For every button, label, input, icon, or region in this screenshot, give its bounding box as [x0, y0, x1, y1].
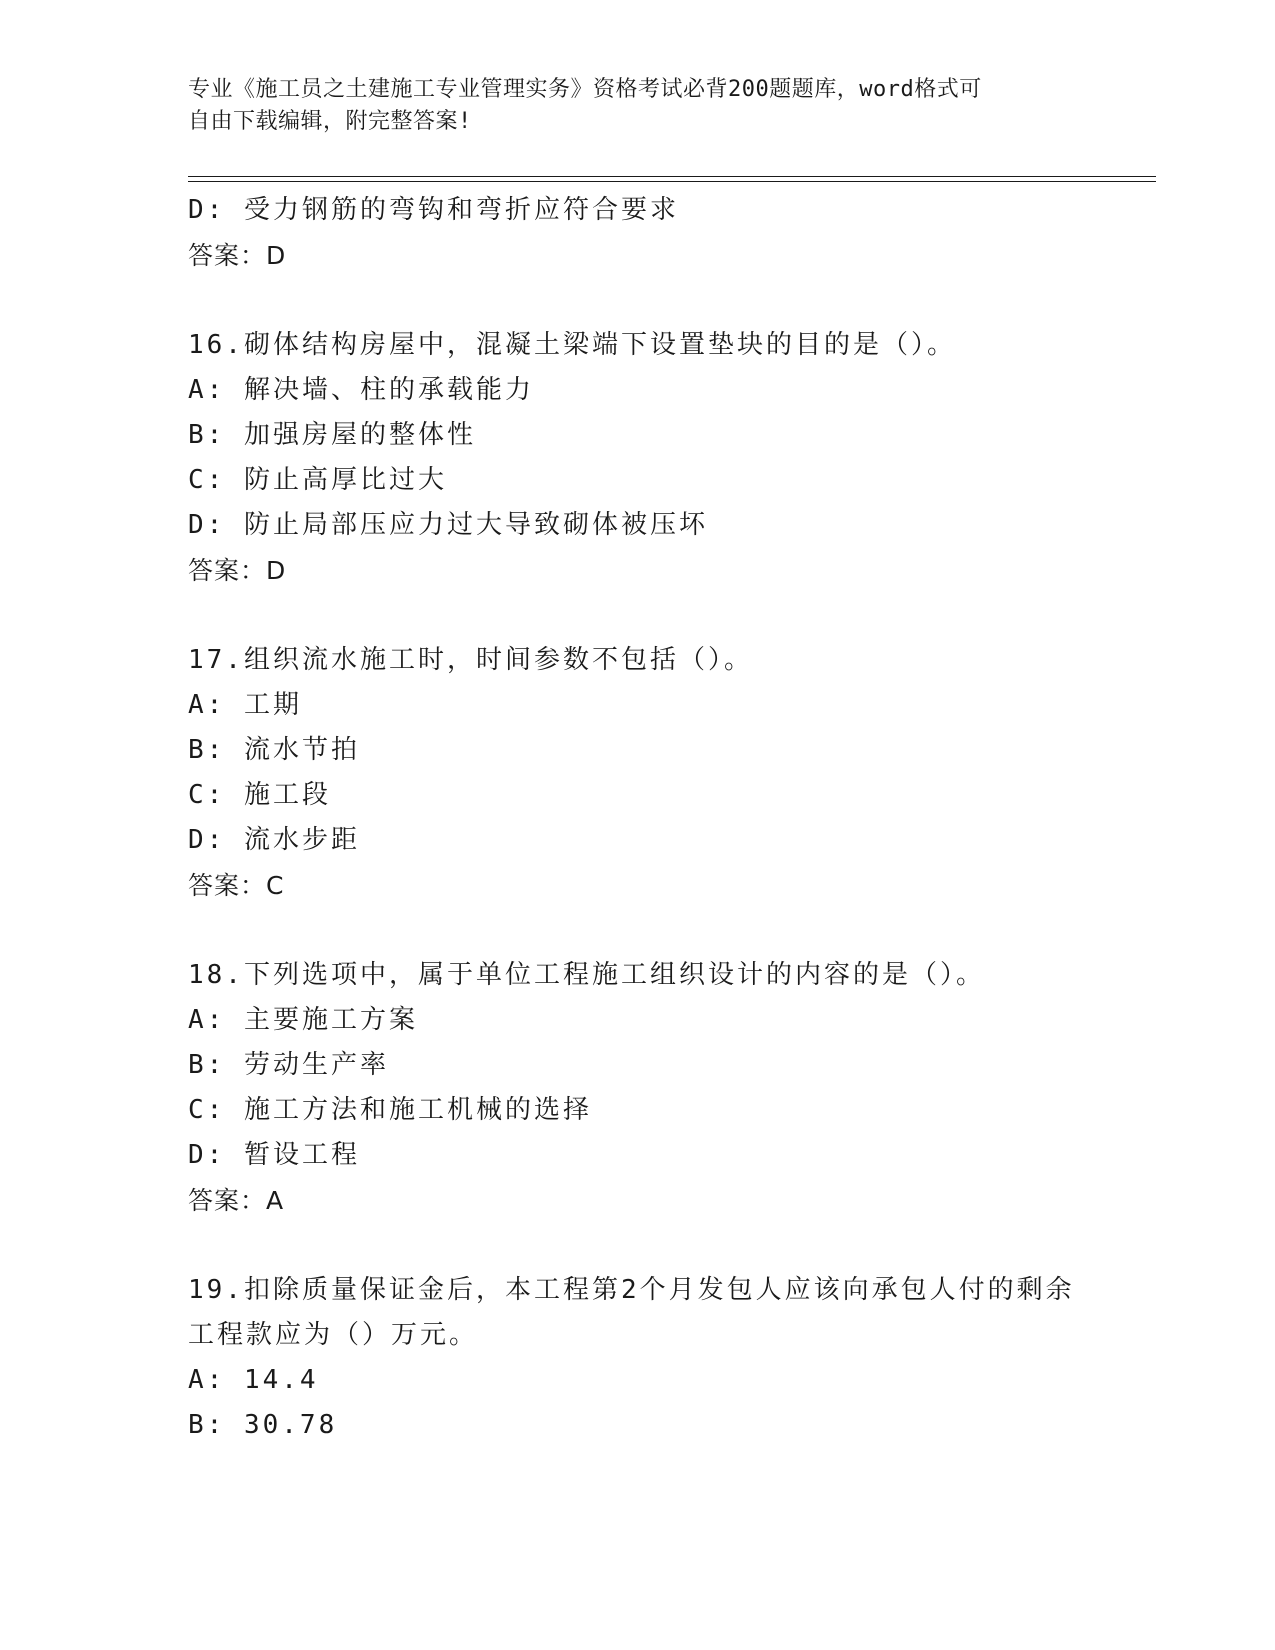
option-a: A: 解决墙、柱的承载能力 [188, 375, 534, 405]
option-a: A: 14.4 [188, 1365, 319, 1395]
option-d: D: 流水步距 [188, 825, 360, 855]
answer: 答案：D [188, 556, 287, 585]
option-b: B: 加强房屋的整体性 [188, 420, 476, 450]
answer: 答案：D [188, 241, 287, 270]
answer: 答案：C [188, 871, 285, 900]
question-stem: 18.下列选项中，属于单位工程施工组织设计的内容的是（）。 [188, 960, 985, 990]
option-b: B: 流水节拍 [188, 735, 360, 765]
option-a: A: 主要施工方案 [188, 1005, 418, 1035]
option-d: D: 受力钢筋的弯钩和弯折应符合要求 [188, 195, 679, 225]
header-divider-bottom [188, 181, 1156, 182]
answer: 答案：A [188, 1186, 285, 1215]
spacer [188, 908, 1148, 953]
option-b: B: 劳动生产率 [188, 1050, 389, 1080]
header-title-line-2: 自由下载编辑，附完整答案! [188, 109, 472, 134]
question-list [188, 188, 1148, 1448]
page-header [188, 74, 1088, 138]
spacer [188, 593, 1148, 638]
option-c: C: 防止高厚比过大 [188, 465, 447, 495]
option-a: A: 工期 [188, 690, 302, 720]
question-15-tail [188, 188, 1148, 278]
question-16 [188, 323, 1148, 593]
question-17 [188, 638, 1148, 908]
header-title-line-1: 专业《施工员之土建施工专业管理实务》资格考试必背200题题库，word格式可 [188, 77, 982, 102]
option-c: C: 施工方法和施工机械的选择 [188, 1095, 592, 1125]
question-stem-line-2: 工程款应为（）万元。 [188, 1320, 479, 1350]
header-divider-top [188, 176, 1156, 177]
spacer [188, 278, 1148, 323]
option-d: D: 暂设工程 [188, 1140, 360, 1170]
option-c: C: 施工段 [188, 780, 331, 810]
spacer [188, 1223, 1148, 1268]
option-d: D: 防止局部压应力过大导致砌体被压坏 [188, 510, 708, 540]
question-stem: 17.组织流水施工时，时间参数不包括（）。 [188, 645, 753, 675]
question-19 [188, 1268, 1148, 1448]
question-stem-line-1: 19.扣除质量保证金后，本工程第2个月发包人应该向承包人付的剩余 [188, 1275, 1075, 1305]
option-b: B: 30.78 [188, 1410, 338, 1440]
question-stem: 16.砌体结构房屋中，混凝土梁端下设置垫块的目的是（）。 [188, 330, 956, 360]
question-18 [188, 953, 1148, 1223]
